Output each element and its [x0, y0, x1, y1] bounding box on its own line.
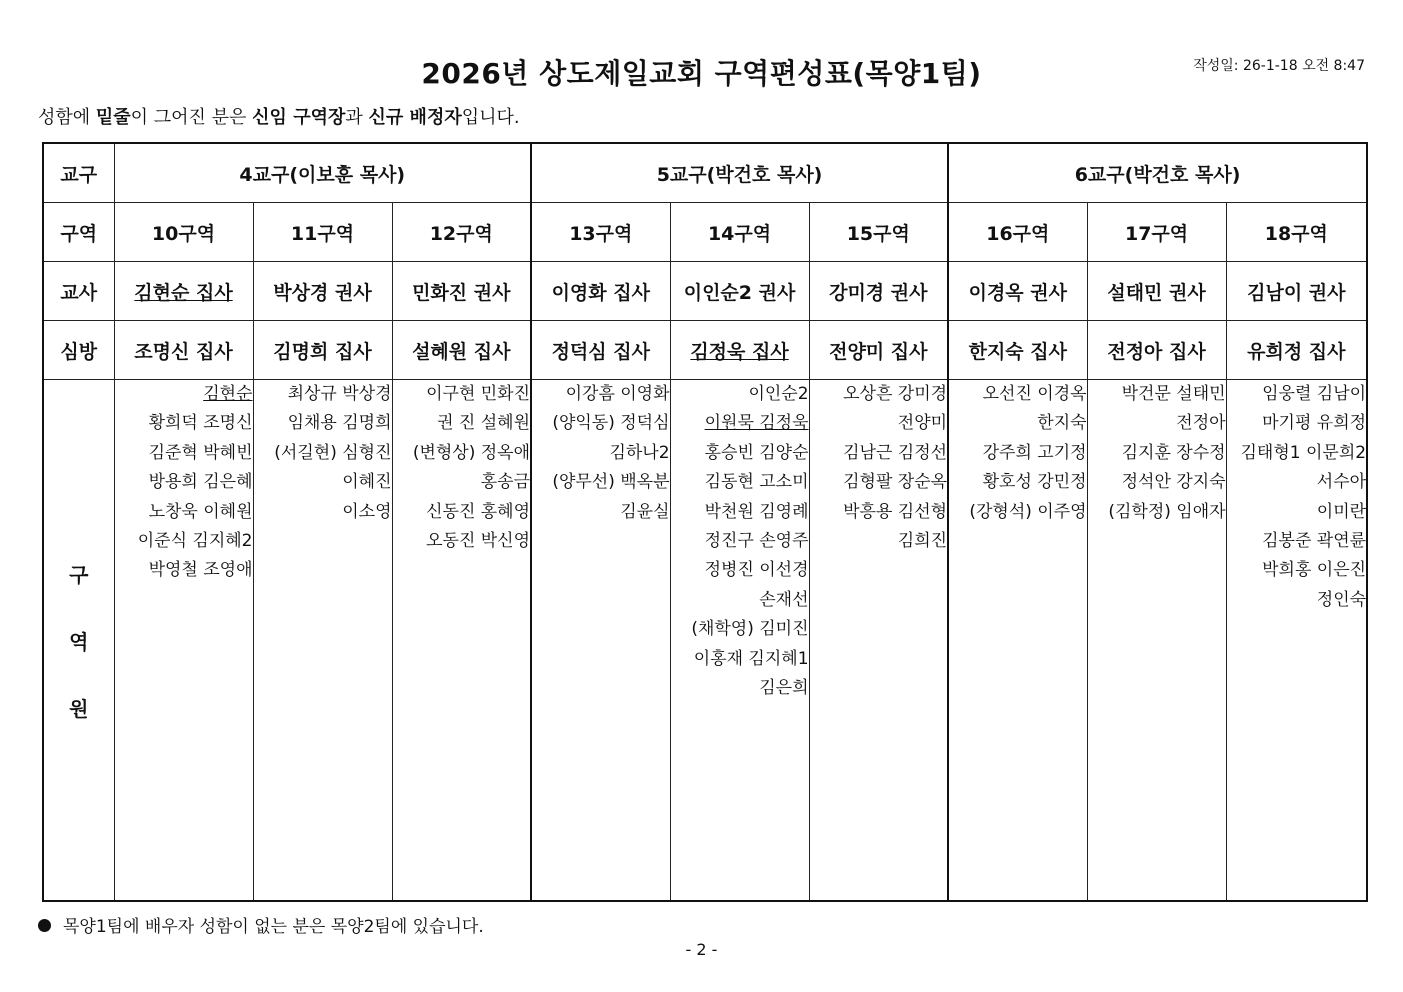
teacher-cell: 강미경 권사	[809, 262, 948, 321]
member-line: (서길현) 심형진	[274, 442, 392, 463]
member-line: 김봉준 곽연륜	[1262, 531, 1367, 552]
created-timestamp: 작성일: 26-1-18 오전 8:47	[1193, 58, 1365, 74]
simbang-cell: 김명희 집사	[253, 321, 392, 380]
members-label-char: 구	[69, 562, 89, 587]
teacher-cell: 박상경 권사	[253, 262, 392, 321]
member-line: 이홍재 김지혜1	[693, 648, 809, 669]
members-cell	[531, 380, 670, 902]
member-line: 강주희 고기정	[982, 442, 1087, 463]
member-line: 이혜진	[342, 472, 392, 493]
member-line: 임채용 김명희	[287, 413, 392, 434]
member-line: 오동진 박신영	[426, 531, 531, 552]
member-line: 전양미	[897, 413, 948, 434]
teacher-cell: 이경옥 권사	[948, 262, 1087, 321]
simbang-cell: 한지숙 집사	[948, 321, 1087, 380]
member-line: 김하나2	[609, 442, 670, 463]
group-6-header: 6교구(박건호 목사)	[948, 143, 1367, 203]
member-line: 오상흔 강미경	[843, 384, 948, 404]
simbang-cell: 전정아 집사	[1087, 321, 1226, 380]
members-cell	[392, 380, 531, 902]
row-label-gyogu: 교구	[43, 143, 114, 203]
simbang-cell	[670, 321, 809, 380]
members-row	[43, 380, 1367, 902]
member-line: 신동진 홍혜영	[426, 501, 531, 522]
member-line: (강형석) 이주영	[969, 501, 1087, 522]
notice-text-1: 성함에	[38, 107, 96, 128]
member-line: 김희진	[897, 531, 948, 552]
district-name: 10구역	[114, 203, 253, 262]
row-label-members	[43, 380, 114, 902]
notice-text-2: 이 그어진 분은	[130, 107, 253, 128]
district-name: 13구역	[531, 203, 670, 262]
member-line: 이강흠 이영화	[565, 384, 670, 404]
member-line: 박영철 조영애	[148, 560, 253, 581]
simbang-cell: 유희정 집사	[1226, 321, 1367, 380]
member-line: 김현순	[203, 384, 253, 404]
member-line: 최상규 박상경	[287, 384, 392, 404]
member-line: 정인숙	[1316, 589, 1367, 610]
district-name: 11구역	[253, 203, 392, 262]
members-cell	[114, 380, 253, 902]
member-line: 김지훈 장수정	[1121, 442, 1226, 463]
district-table	[42, 142, 1368, 902]
members-cell	[670, 380, 809, 902]
notice-underline-word: 밑줄	[95, 107, 131, 128]
teacher-cell: 이영화 집사	[531, 262, 670, 321]
teacher-cell	[114, 262, 253, 321]
gyogu-row	[43, 143, 1367, 203]
group-5-header: 5교구(박건호 목사)	[531, 143, 948, 203]
district-name: 12구역	[392, 203, 531, 262]
district-name: 15구역	[809, 203, 948, 262]
member-line: 김준혁 박혜빈	[148, 442, 253, 463]
member-line: 홍승빈 김양순	[704, 442, 809, 463]
member-line: 김남근 김정선	[843, 442, 948, 463]
member-line: 김은희	[759, 678, 809, 699]
member-line: 박희홍 이은진	[1262, 560, 1367, 581]
row-label-simbang: 심방	[43, 321, 114, 380]
member-line: 박흥용 김선형	[843, 501, 948, 522]
member-line: 한지숙	[1037, 413, 1087, 434]
teacher-cell: 민화진 권사	[392, 262, 531, 321]
notice-text-4: 입니다.	[461, 107, 520, 128]
simbang-row	[43, 321, 1367, 380]
member-line: 김동현 고소미	[704, 472, 809, 493]
member-line: 박건문 설태민	[1121, 384, 1226, 404]
page-number: - 2 -	[685, 940, 718, 959]
district-name: 16구역	[948, 203, 1087, 262]
teacher-name: 김현순 집사	[134, 281, 233, 304]
member-line: 이원묵 김정욱	[704, 413, 809, 434]
group-4-header: 4교구(이보훈 목사)	[114, 143, 531, 203]
member-line: 이소영	[342, 501, 392, 522]
members-cell	[948, 380, 1087, 902]
members-cell	[1087, 380, 1226, 902]
member-line: (변형상) 정옥애	[412, 442, 531, 463]
member-line: 정진구 손영주	[704, 531, 809, 552]
member-line: 오선진 이경옥	[982, 384, 1087, 404]
teacher-cell: 설태민 권사	[1087, 262, 1226, 321]
members-cell	[1226, 380, 1367, 902]
member-line: (채학영) 김미진	[691, 619, 809, 640]
simbang-cell: 설혜원 집사	[392, 321, 531, 380]
notice-text-3: 과	[345, 107, 369, 128]
footnote-text: 목양1팀에 배우자 성함이 없는 분은 목양2팀에 있습니다.	[63, 917, 484, 937]
member-line: 박천원 김영례	[704, 501, 809, 522]
member-line: 홍송금	[480, 472, 531, 493]
simbang-name: 김정욱 집사	[690, 340, 789, 363]
row-label-teacher: 교사	[43, 262, 114, 321]
guyeok-row	[43, 203, 1367, 262]
member-line: 이준식 김지혜2	[137, 531, 253, 552]
member-line: 황희덕 조명신	[148, 413, 253, 434]
teacher-row	[43, 262, 1367, 321]
teacher-cell: 이인순2 권사	[670, 262, 809, 321]
bullet-icon	[38, 919, 51, 932]
notice-new-leader: 신임 구역장	[252, 107, 346, 128]
member-line: (김학정) 임애자	[1108, 501, 1226, 522]
member-line: 전정아	[1176, 413, 1226, 434]
member-line: 서수아	[1316, 472, 1367, 493]
underline-notice	[38, 103, 520, 129]
members-cell	[253, 380, 392, 902]
member-line: 김형팔 장순옥	[843, 472, 948, 493]
district-name: 17구역	[1087, 203, 1226, 262]
member-line: 이미란	[1316, 501, 1367, 522]
member-line: 권 진 설혜원	[437, 413, 531, 434]
member-line: 김윤실	[620, 501, 670, 522]
notice-new-assignee: 신규 배정자	[368, 107, 462, 128]
simbang-cell: 정덕심 집사	[531, 321, 670, 380]
member-line: 임웅렬 김남이	[1262, 384, 1367, 404]
district-name: 18구역	[1226, 203, 1367, 262]
members-cell	[809, 380, 948, 902]
member-line: 손재선	[759, 589, 809, 610]
member-line: (양익동) 정덕심	[552, 413, 670, 434]
members-label-char: 원	[69, 696, 89, 721]
simbang-cell: 전양미 집사	[809, 321, 948, 380]
page-title: 2026년 상도제일교회 구역편성표(목양1팀)	[421, 57, 982, 90]
member-line: 이구현 민화진	[426, 384, 531, 404]
member-line: 노창욱 이혜원	[148, 501, 253, 522]
teacher-cell: 김남이 권사	[1226, 262, 1367, 321]
member-line: 황호성 강민정	[982, 472, 1087, 493]
member-line: (양무선) 백옥분	[552, 472, 670, 493]
district-name: 14구역	[670, 203, 809, 262]
members-label-char: 역	[69, 629, 89, 654]
member-line: 방용희 김은혜	[148, 472, 253, 493]
member-line: 정병진 이선경	[704, 560, 809, 581]
member-line: 이인순2	[748, 384, 809, 404]
row-label-guyeok: 구역	[43, 203, 114, 262]
member-line: 마기평 유희정	[1262, 413, 1367, 434]
footnote	[38, 912, 484, 937]
simbang-cell: 조명신 집사	[114, 321, 253, 380]
member-line: 김태형1 이문희2	[1240, 442, 1367, 463]
member-line: 정석안 강지숙	[1121, 472, 1226, 493]
